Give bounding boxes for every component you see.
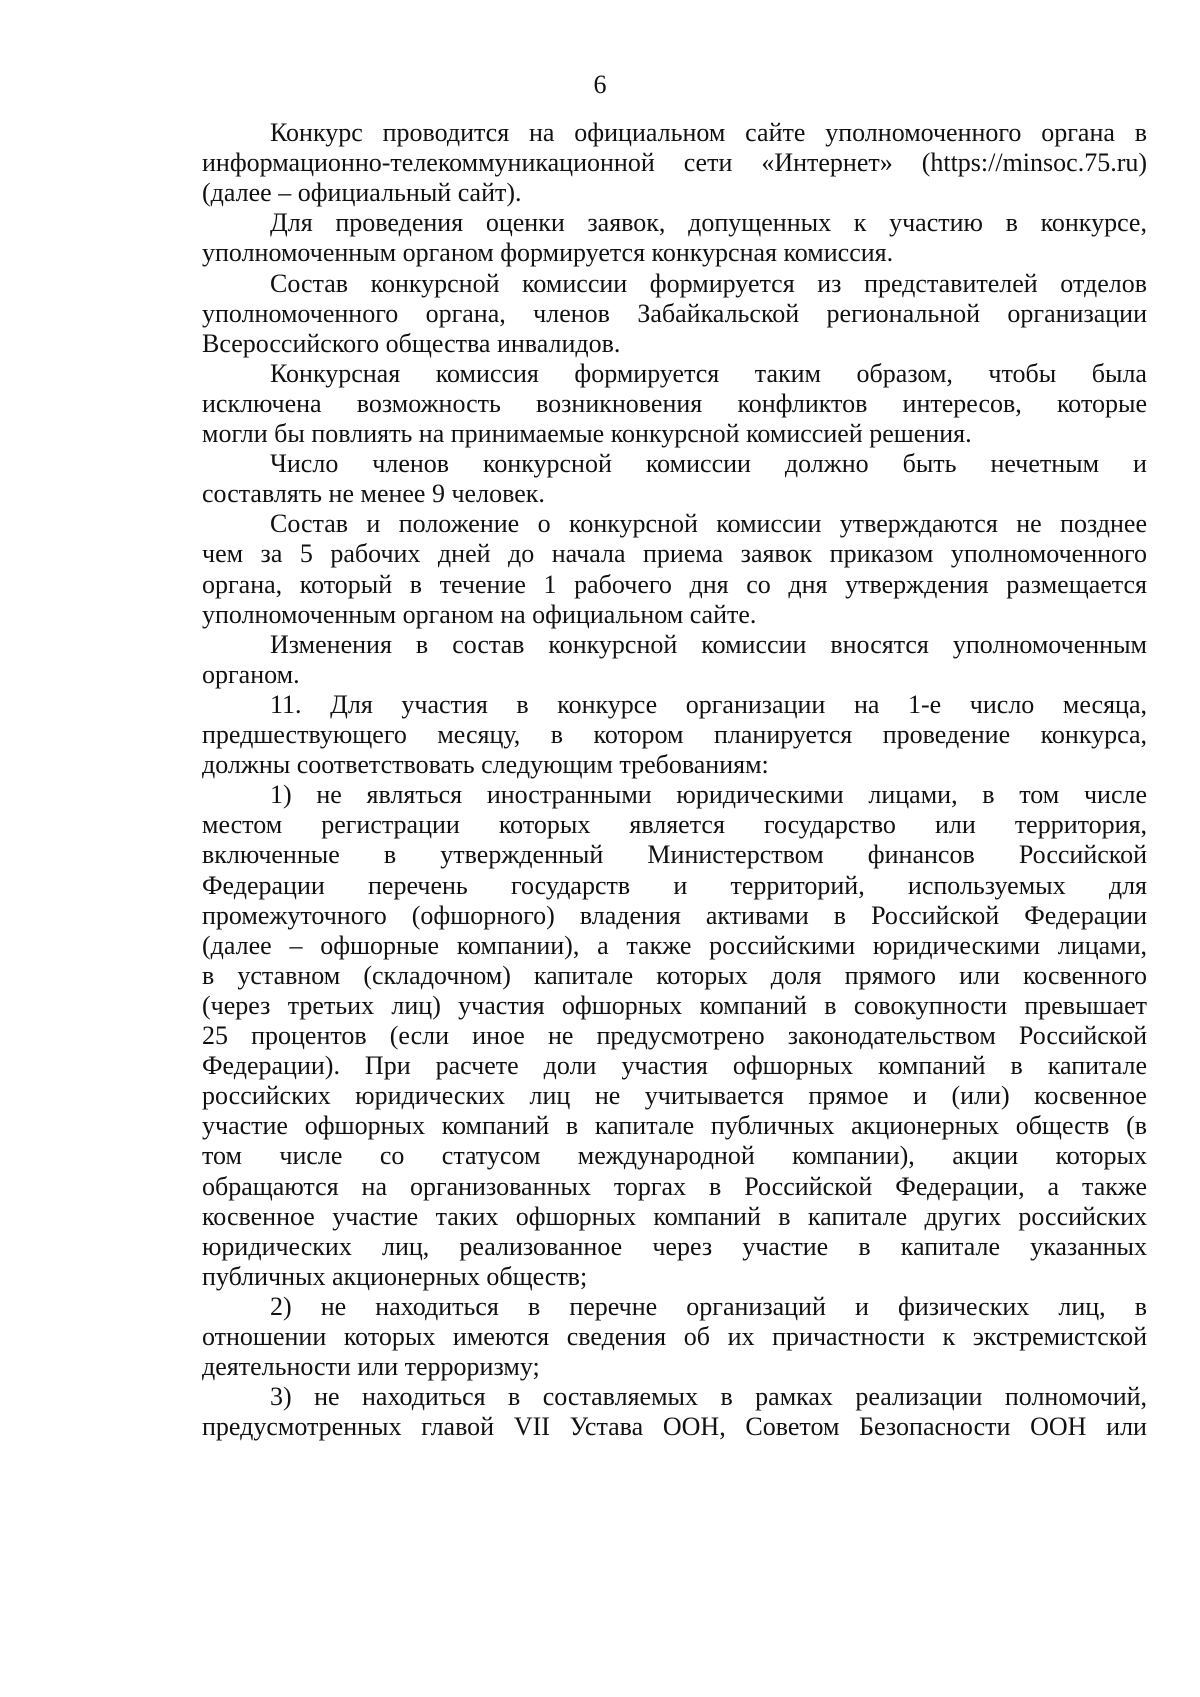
paragraph-line: отношении которых имеются сведения об их причастности к экстремистской (202, 1322, 1147, 1351)
paragraph-line: Состав и положение о конкурсной комиссии утверждаются не позднее (270, 509, 1148, 538)
paragraph-line: российских юридических лиц не учитывается прямое и (или) косвенное (202, 1081, 1147, 1110)
page-number: 6 (593, 70, 607, 99)
paragraph-line: 11. Для участия в конкурсе организации на 1-е число месяца, (270, 690, 1147, 719)
paragraph-line: Конкурс проводится на официальном сайте уполномоченного органа в (270, 118, 1148, 147)
paragraph-line: Для проведения оценки заявок, допущенных к участию в конкурсе, (270, 208, 1147, 237)
paragraph-line: участие офшорных компаний в капитале публичных акционерных обществ (в (202, 1111, 1147, 1140)
paragraph-line: уполномоченным органом на официальном сайте. (202, 600, 757, 629)
paragraph-line: предшествующего месяцу, в котором планируется проведение конкурса, (202, 720, 1148, 749)
paragraph-line: чем за 5 рабочих дней до начала приема заявок приказом уполномоченного (202, 539, 1148, 568)
paragraph-line: Всероссийского общества инвалидов. (202, 329, 621, 358)
paragraph-line: могли бы повлиять на принимаемые конкурсной комиссией решения. (202, 419, 972, 448)
paragraph-line: 1) не являться иностранными юридическими лицами, в том числе (270, 780, 1148, 809)
paragraph-line: юридических лиц, реализованное через участие в капитале указанных (202, 1232, 1148, 1261)
paragraph-line: деятельности или терроризму; (202, 1352, 540, 1381)
paragraph-line: косвенное участие таких офшорных компаний в капитале других российских (202, 1202, 1148, 1231)
paragraph-line: публичных акционерных обществ; (202, 1262, 588, 1291)
paragraph-line: должны соответствовать следующим требованиям: (202, 750, 769, 779)
paragraph-line: (далее – офшорные компании), а также российскими юридическими лицами, (202, 931, 1148, 960)
paragraph-line: Конкурсная комиссия формируется таким образом, чтобы была (270, 359, 1147, 388)
paragraph-line: уполномоченного органа, членов Забайкальской региональной организации (202, 299, 1147, 328)
paragraph-line: включенные в утвержденный Министерством финансов Российской (202, 840, 1148, 869)
paragraph-line: местом регистрации которых является государство или территория, (202, 810, 1148, 839)
paragraph-line: в уставном (складочном) капитале которых доля прямого или косвенного (202, 961, 1147, 990)
paragraph-line: органом. (202, 660, 300, 689)
paragraph-line: 2) не находиться в перечне организаций и физических лиц, в (270, 1292, 1148, 1321)
paragraph-line: информационно-телекоммуникационной сети «Интернет» (https://minsoc.75.ru) (202, 148, 1148, 177)
paragraph-line: уполномоченным органом формируется конкурсная комиссия. (202, 238, 894, 267)
paragraph-line: Число членов конкурсной комиссии должно быть нечетным и (270, 449, 1147, 478)
paragraph-line: Изменения в состав конкурсной комиссии вносятся уполномоченным (270, 630, 1147, 659)
paragraph-line: обращаются на организованных торгах в Российской Федерации, а также (202, 1172, 1148, 1201)
paragraph-line: Федерации перечень государств и территорий, используемых для (202, 871, 1148, 900)
paragraph-line: Федерации). При расчете доли участия офшорных компаний в капитале (202, 1051, 1148, 1080)
paragraph-line: Состав конкурсной комиссии формируется из представителей отделов (270, 269, 1147, 298)
paragraph-line: 3) не находиться в составляемых в рамках реализации полномочий, (270, 1382, 1148, 1411)
paragraph-line: составлять не менее 9 человек. (202, 479, 545, 508)
paragraph-line: исключена возможность возникновения конфликтов интересов, которые (202, 389, 1147, 418)
paragraph-line: органа, который в течение 1 рабочего дня со дня утверждения размещается (202, 570, 1147, 599)
paragraph-line: промежуточного (офшорного) владения активами в Российской Федерации (202, 901, 1147, 930)
paragraph-line: предусмотренных главой VII Устава ООН, Советом Безопасности ООН или (202, 1412, 1147, 1441)
paragraph-line: (далее – официальный сайт). (202, 178, 522, 207)
paragraph-line: 25 процентов (если иное не предусмотрено законодательством Российской (202, 1021, 1148, 1050)
paragraph-line: (через третьих лиц) участия офшорных компаний в совокупности превышает (202, 991, 1148, 1020)
paragraph-line: том числе со статусом международной компании), акции которых (202, 1141, 1147, 1170)
